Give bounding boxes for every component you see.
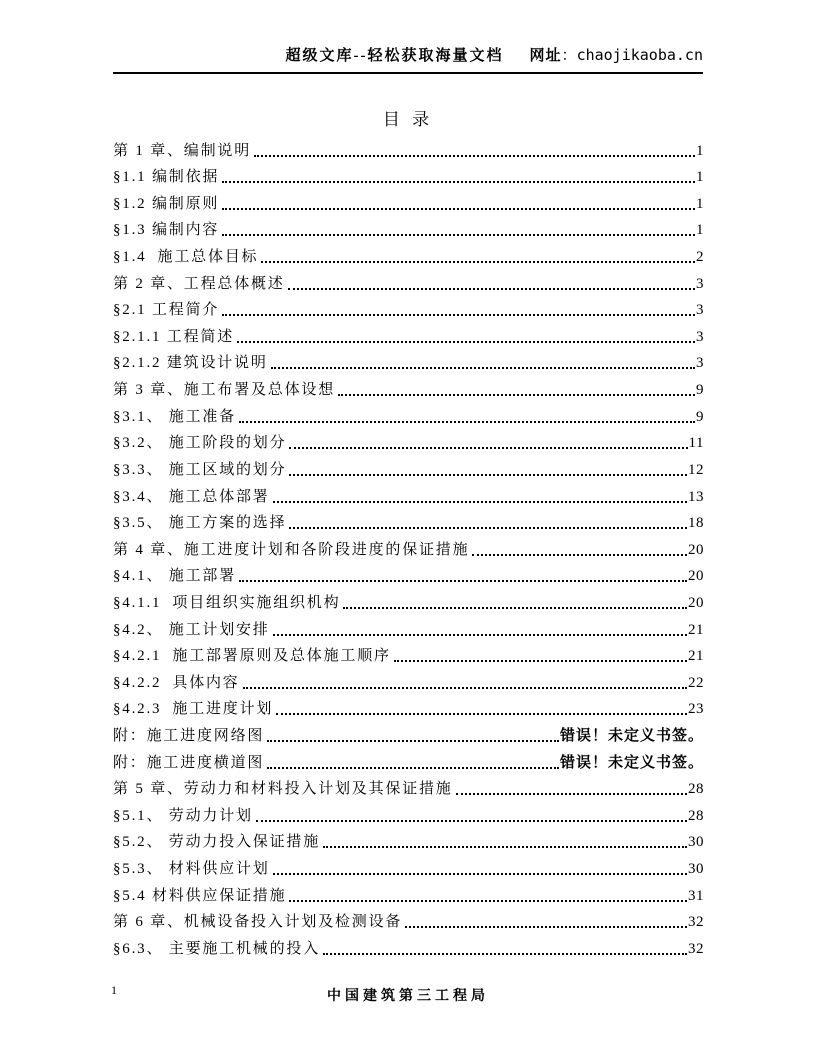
toc-entry-title: 第 4 章、施工进度计划和各阶段进度的保证措施 — [113, 541, 470, 558]
toc-entry[interactable] — [113, 851, 704, 878]
dotted-leader — [276, 713, 687, 715]
toc-entry-page-number: 20 — [688, 594, 704, 611]
dotted-leader — [288, 288, 695, 290]
toc-entry-title: 附：施工进度网络图 — [113, 728, 265, 745]
toc-entry-title: 第 6 章、机械设备投入计划及检测设备 — [113, 914, 403, 931]
toc-entry-page-number: 20 — [688, 568, 704, 585]
toc-entry[interactable] — [113, 319, 704, 346]
toc-entry-title: 第 2 章、工程总体概述 — [113, 275, 285, 292]
toc-entry-page-number: 23 — [688, 701, 704, 718]
toc-entry[interactable] — [113, 399, 704, 426]
dotted-leader — [456, 793, 687, 795]
toc-entry[interactable] — [113, 266, 704, 293]
toc-entry-title: §4.2.3 施工进度计划 — [113, 701, 274, 718]
dotted-leader — [222, 234, 695, 236]
toc-entry-title: §1.4 施工总体目标 — [113, 249, 259, 266]
dotted-leader — [405, 926, 687, 928]
toc-entry-page-number: 3 — [696, 328, 704, 345]
dotted-leader — [267, 767, 559, 769]
dotted-leader — [289, 527, 687, 529]
toc-entry[interactable] — [113, 665, 704, 692]
toc-entry-page-number: 12 — [688, 461, 704, 478]
toc-entry[interactable] — [113, 506, 704, 533]
toc-entry-title: §5.1、 劳动力计划 — [113, 807, 253, 824]
toc-entry[interactable] — [113, 745, 704, 772]
watermark-url-label: 网址 — [529, 48, 562, 64]
toc-entry[interactable] — [113, 293, 704, 320]
dotted-leader — [472, 554, 687, 556]
toc-entry-page-number: 21 — [688, 648, 704, 665]
toc-entry-page-number: 9 — [696, 408, 704, 425]
toc-entry[interactable] — [113, 878, 704, 905]
toc-entry-page-number: 3 — [696, 355, 704, 372]
toc-entry-title: §5.3、 材料供应计划 — [113, 861, 270, 878]
toc-entry[interactable] — [113, 452, 704, 479]
dotted-leader — [289, 900, 687, 902]
toc-entry-page-number: 30 — [688, 861, 704, 878]
toc-entry-page-number: 32 — [688, 914, 704, 931]
dotted-leader — [273, 501, 687, 503]
dotted-leader — [289, 474, 687, 476]
dotted-leader — [239, 421, 695, 423]
dotted-leader — [261, 261, 695, 263]
dotted-leader — [343, 607, 687, 609]
watermark-site-name: 超级文库--轻松获取海量文档 — [285, 48, 504, 64]
footer-page-number: 1 — [111, 983, 117, 997]
toc-entry-page-number: 3 — [696, 302, 704, 319]
toc-entry-title: §3.5、 施工方案的选择 — [113, 515, 287, 532]
toc-entry-page-number: 31 — [688, 887, 704, 904]
toc-entry-title: §2.1 工程简介 — [113, 302, 220, 319]
toc-entry[interactable] — [113, 905, 704, 932]
dotted-leader — [338, 394, 695, 396]
toc-entry-page-number: 2 — [696, 249, 704, 266]
toc-entry-title: §1.3 编制内容 — [113, 222, 220, 239]
dotted-leader — [222, 181, 695, 183]
toc-entry-title: §3.1、 施工准备 — [113, 408, 237, 425]
toc-entry[interactable] — [113, 718, 704, 745]
toc-entry-title: §4.2.2 具体内容 — [113, 674, 240, 691]
toc-entry-page-number: 30 — [688, 834, 704, 851]
toc-entry-page-number: 21 — [688, 621, 704, 638]
toc-entry-page-number: 9 — [696, 382, 704, 399]
toc-entry-page-number: 3 — [696, 275, 704, 292]
dotted-leader — [254, 155, 695, 157]
dotted-leader — [323, 953, 687, 955]
toc-entry-title: §3.2、 施工阶段的划分 — [113, 435, 287, 452]
toc-entry[interactable] — [113, 426, 704, 453]
watermark-header — [113, 44, 703, 74]
toc-entry[interactable] — [113, 346, 704, 373]
toc-entry[interactable] — [113, 186, 704, 213]
toc-entry-title: §1.1 编制依据 — [113, 169, 220, 186]
toc-entry-page-number: 11 — [688, 435, 704, 452]
toc-entry-error-bookmark-ref: 错误！未定义书签。 — [559, 754, 704, 771]
toc-entry[interactable] — [113, 931, 704, 958]
toc-entry-page-number: 1 — [696, 222, 704, 239]
dotted-leader — [273, 634, 687, 636]
toc-entry-title: §4.1.1 项目组织实施组织机构 — [113, 594, 341, 611]
toc-entry-page-number: 28 — [688, 781, 704, 798]
toc-entry-page-number: 13 — [688, 488, 704, 505]
dotted-leader — [243, 687, 687, 689]
toc-entry-title: §5.4 材料供应保证措施 — [113, 887, 287, 904]
toc-entry-page-number: 18 — [688, 515, 704, 532]
toc-entry-title: 附：施工进度横道图 — [113, 754, 265, 771]
toc-list — [113, 133, 704, 958]
toc-entry[interactable] — [113, 160, 704, 187]
dotted-leader — [273, 873, 687, 875]
toc-entry-page-number: 1 — [696, 195, 704, 212]
toc-entry-title: §1.2 编制原则 — [113, 195, 220, 212]
toc-entry[interactable] — [113, 639, 704, 666]
toc-entry-title: §2.1.1 工程简述 — [113, 328, 235, 345]
toc-entry-page-number: 32 — [688, 940, 704, 957]
toc-entry-title: 第 5 章、劳动力和材料投入计划及其保证措施 — [113, 781, 453, 798]
dotted-leader — [222, 314, 695, 316]
toc-entry-page-number: 22 — [688, 674, 704, 691]
toc-entry[interactable] — [113, 772, 704, 799]
toc-entry-title: 第 1 章、编制说明 — [113, 142, 252, 159]
dotted-leader — [267, 740, 559, 742]
dotted-leader — [323, 846, 687, 848]
watermark-url[interactable]: chaojikaoba.cn — [576, 46, 703, 64]
toc-entry[interactable] — [113, 532, 704, 559]
toc-entry[interactable] — [113, 479, 704, 506]
toc-entry[interactable] — [113, 798, 704, 825]
toc-entry-title: §3.3、 施工区域的划分 — [113, 461, 287, 478]
dotted-leader — [239, 580, 687, 582]
toc-entry-title: §6.3、 主要施工机械的投入 — [113, 940, 321, 957]
toc-entry-page-number: 20 — [688, 541, 704, 558]
dotted-leader — [271, 367, 695, 369]
toc-entry-title: §4.2.1 施工部署原则及总体施工顺序 — [113, 648, 391, 665]
toc-entry[interactable] — [113, 559, 704, 586]
watermark-url-separator: ： — [561, 46, 577, 64]
toc-entry[interactable] — [113, 372, 704, 399]
toc-entry-title: §4.2、 施工计划安排 — [113, 621, 270, 638]
dotted-leader — [237, 341, 695, 343]
toc-entry[interactable] — [113, 612, 704, 639]
dotted-leader — [222, 208, 695, 210]
toc-entry-title: §3.4、 施工总体部署 — [113, 488, 270, 505]
dotted-leader — [256, 820, 687, 822]
toc-entry-title: §2.1.2 建筑设计说明 — [113, 355, 268, 372]
toc-entry[interactable] — [113, 585, 704, 612]
footer-organization: 中国建筑第三工程局 — [327, 989, 489, 1004]
dotted-leader — [394, 660, 687, 662]
toc-entry[interactable] — [113, 133, 704, 160]
toc-entry[interactable] — [113, 213, 704, 240]
toc-entry[interactable] — [113, 825, 704, 852]
toc-entry-title: §5.2、 劳动力投入保证措施 — [113, 834, 321, 851]
toc-entry-page-number: 1 — [696, 142, 704, 159]
dotted-leader — [289, 447, 687, 449]
toc-entry-title: §4.1、 施工部署 — [113, 568, 237, 585]
toc-entry-page-number: 1 — [696, 169, 704, 186]
toc-entry-title: 第 3 章、施工布署及总体设想 — [113, 382, 336, 399]
toc-entry[interactable] — [113, 692, 704, 719]
toc-entry-page-number: 28 — [688, 807, 704, 824]
toc-entry-error-bookmark-ref: 错误！未定义书签。 — [559, 728, 704, 745]
toc-title: 目 录 — [382, 110, 434, 129]
toc-entry[interactable] — [113, 239, 704, 266]
